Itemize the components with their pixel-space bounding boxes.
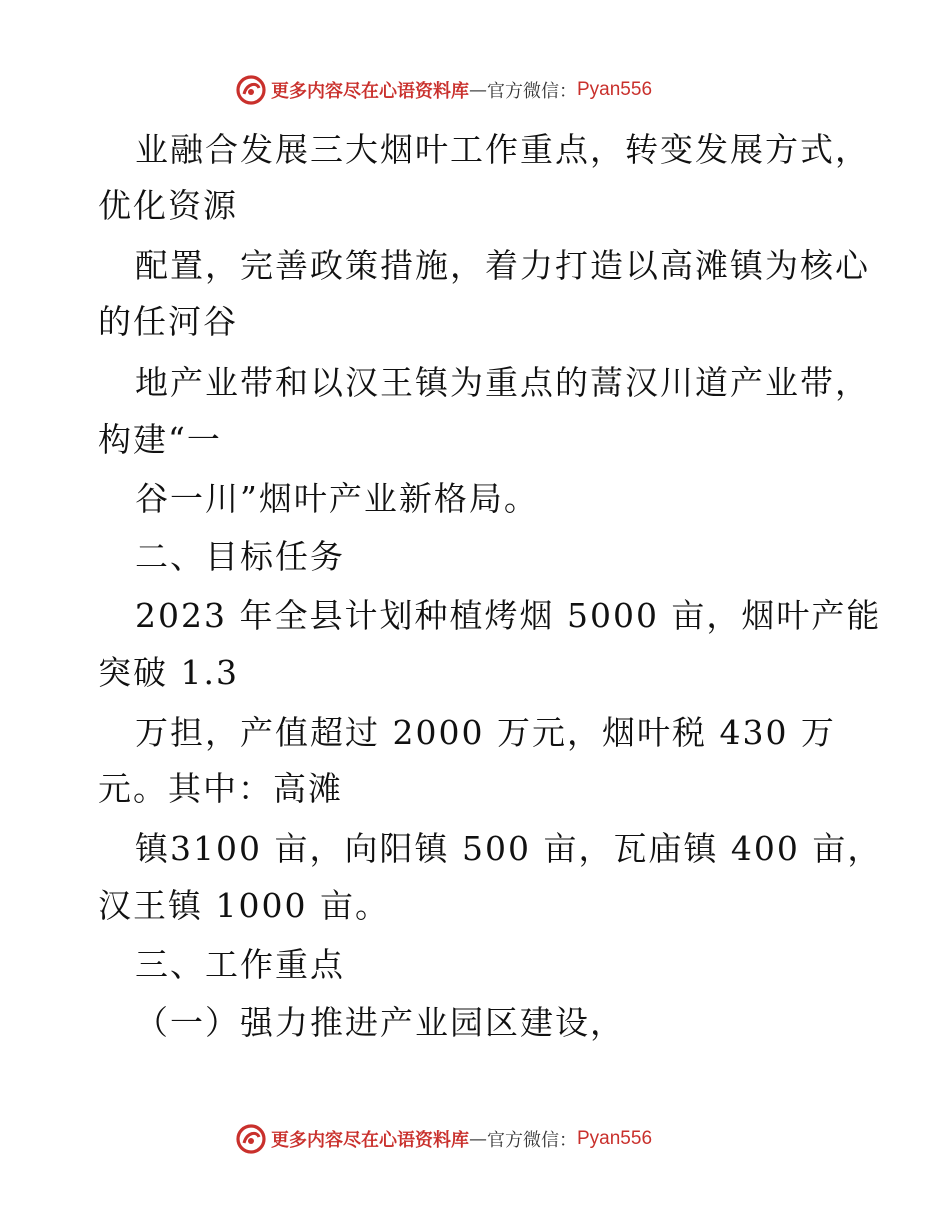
header-banner — [235, 73, 652, 107]
swirl-logo-icon — [235, 1123, 267, 1155]
body-line-13: 镇3100 亩，向阳镇 500 亩，瓦庙镇 400 亩， — [135, 829, 883, 868]
swirl-logo-icon — [235, 74, 267, 106]
section-heading-3: 三、工作重点 — [135, 945, 345, 984]
body-line-12: 元。其中：高滩 — [98, 769, 343, 808]
body-line-11: 万担，产值超过 2000 万元，烟叶税 430 万 — [135, 713, 836, 752]
footer-banner — [235, 1122, 652, 1156]
footer-wechat-id: Pyan556 — [577, 1128, 653, 1149]
body-line-10: 突破 1.3 — [98, 653, 239, 692]
body-line-3: 配置，完善政策措施，着力打造以高滩镇为核心 — [135, 246, 870, 285]
body-line-14: 汉王镇 1000 亩。 — [98, 886, 390, 925]
footer-separator: — — [469, 1128, 487, 1150]
body-line-9: 2023 年全县计划种植烤烟 5000 亩，烟叶产能 — [135, 596, 882, 635]
body-line-7: 谷一川”烟叶产业新格局。 — [135, 479, 539, 518]
body-line-2: 优化资源 — [98, 186, 238, 225]
header-separator: — — [469, 79, 487, 101]
section-heading-2: 二、目标任务 — [135, 537, 345, 576]
footer-wechat-label: 官方微信： — [487, 1130, 577, 1151]
body-line-6: 构建“一 — [98, 420, 222, 459]
header-wechat-id: Pyan556 — [577, 79, 653, 100]
footer-brand: 更多内容尽在心语资料库 — [271, 1130, 469, 1151]
body-line-1: 业融合发展三大烟叶工作重点，转变发展方式， — [135, 130, 870, 169]
body-line-4: 的任河谷 — [98, 302, 238, 341]
subsection-heading-1: （一）强力推进产业园区建设， — [135, 1003, 625, 1042]
header-wechat-label: 官方微信： — [487, 81, 577, 102]
body-line-5: 地产业带和以汉王镇为重点的蒿汉川道产业带， — [135, 363, 870, 402]
header-brand: 更多内容尽在心语资料库 — [271, 81, 469, 102]
